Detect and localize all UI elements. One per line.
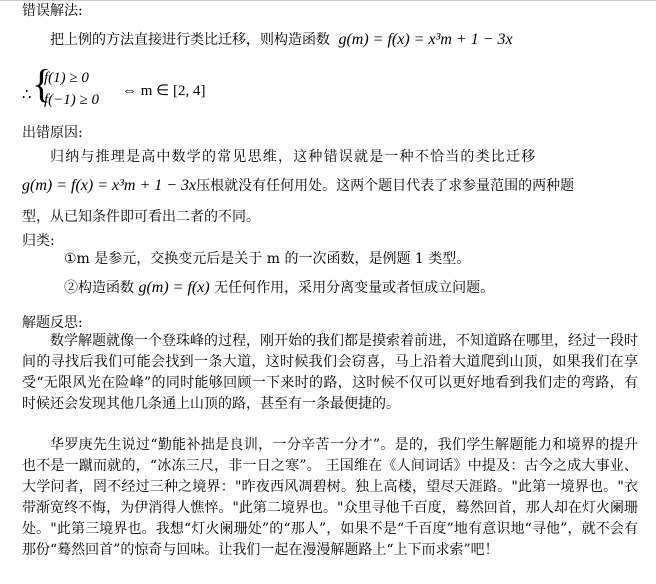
condition-system: [22, 61, 206, 120]
reason-line-3: 型，从已知条件即可看出二者的不同。: [22, 209, 260, 225]
wrong-solution-intro: [50, 31, 513, 49]
heading-wrong-solution: 错误解法:: [22, 3, 83, 19]
class-item2-rest: 无任何作用，采用分离变量或者恒成立问题。: [214, 280, 495, 296]
wrong-intro-text: 把上例的方法直接进行类比迁移，则构造函数: [50, 32, 330, 48]
reason-line-2-text: 压根就没有任何用处。这两个题目代表了求参量范围的两种题: [196, 178, 575, 194]
therefore-symbol: ∴: [22, 85, 32, 103]
classification-item-2: [64, 279, 494, 297]
reflection-p1-text: 数学解题就像一个登珠峰的过程，刚开始的我们都是摸索着前进，不知道路在哪里，经过一段时间的寻找后我们可能会找到一条大道，这时候我们会窃喜，马上沿着大道爬到山顶，如果我们在享受“无限风光在险峰”的同时能够回顾一下来时的路，这时候不仅可以更好地看到我们走的弯路，有时候还会发现其他几条通上山顶的路，甚至有一条最便捷的。: [22, 333, 638, 412]
condition-result: ⇔ m ∈ [2, 4]: [122, 83, 206, 99]
reflection-paragraph-2: [22, 435, 638, 561]
wrong-formula: g(m) = f(x) = x³m + 1 − 3x: [338, 31, 513, 48]
heading-error-reason: 出错原因:: [22, 125, 83, 141]
reflection-p2-text: 华罗庚先生说过“勤能补拙是良训，一分辛苦一分才”。是的，我们学生解题能力和境界的提升也不是一蹴而就的，“冰冻三尺，非一日之寒”。 王国维在《人间词话》中提及：古今之成大事业、大学问者，罔不经过三种之境界："昨夜西风凋碧树。独上高楼，望尽天涯路。"此第一境界也。"衣带渐宽终不悔，为伊消得人憔悴。"此第二境界也。"众里寻他千百度，蓦然回首，那人却在灯火阑珊处。"此第三境界也。我想“灯火阑珊处”的“那人”，如果不是“千百度”地有意识地“寻他”，就不会有那份“蓦然回首”的惊奇与回味。让我们一起在漫漫解题路上“上下而求索”吧！: [22, 437, 638, 558]
heading-reflection: 解题反思:: [22, 315, 83, 331]
reason-line-2: [22, 177, 574, 195]
reflection-paragraph-1: [22, 331, 638, 415]
reason-formula: g(m) = f(x) = x³m + 1 − 3x: [22, 177, 197, 194]
class-item2-prefix: ②构造函数: [64, 280, 134, 296]
reason-line-1: 归纳与推理是高中数学的常见思维，这种错误就是一种不恰当的类比迁移: [50, 149, 537, 165]
class-item2-formula: g(m) = f(x): [138, 279, 210, 296]
classification-item-1: ①m 是参元，交换变元后是关于 m 的一次函数，是例题 1 类型。: [64, 251, 471, 267]
heading-classification: 归类:: [22, 233, 55, 249]
top-border: [0, 0, 656, 1]
condition-1: f(1) ≥ 0: [44, 70, 89, 86]
condition-2: f(−1) ≥ 0: [44, 92, 100, 108]
left-brace: {: [32, 61, 52, 106]
